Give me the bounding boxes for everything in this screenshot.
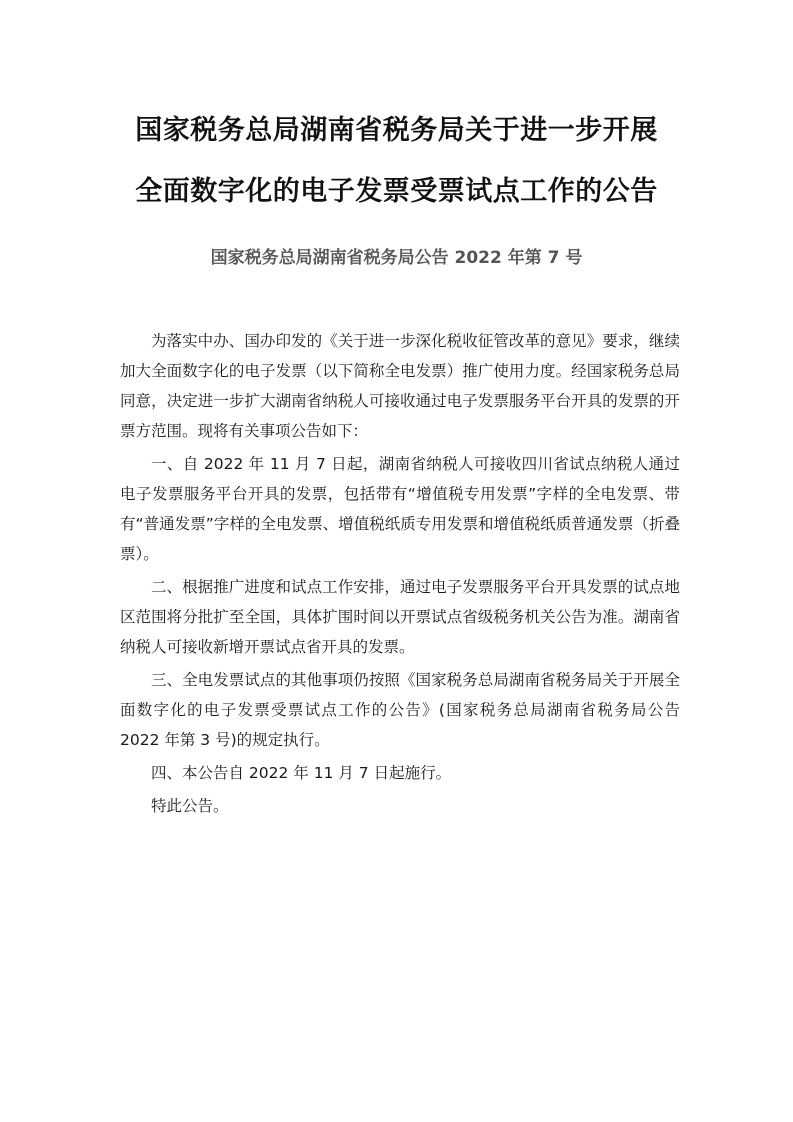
paragraph-item-2: 二、根据推广进度和试点工作安排，通过电子发票服务平台开具发票的试点地区范围将分批扩至全国，具体扩围时间以开票试点省级税务机关公告为准。湖南省纳税人可接收新增开票试点省开具的发票。 bbox=[120, 578, 680, 656]
paragraph-item-3: 三、全电发票试点的其他事项仍按照《国家税务总局湖南省税务局关于开展全面数字化的电子发票受票试点工作的公告》(国家税务总局湖南省税务局公告 2022 年第 3 号)的规定执行。 bbox=[120, 671, 680, 749]
document-title-line-2: 全面数字化的电子发票受票试点工作的公告 bbox=[135, 176, 658, 207]
document-number: 国家税务总局湖南省税务局公告 2022 年第 7 号 bbox=[210, 248, 583, 268]
document-body bbox=[120, 326, 680, 821]
document-title-line-1: 国家税务总局湖南省税务局关于进一步开展 bbox=[135, 115, 658, 146]
paragraph-item-4: 四、本公告自 2022 年 11 月 7 日起施行。 bbox=[151, 764, 452, 782]
paragraph-closing: 特此公告。 bbox=[151, 797, 229, 815]
paragraph-item-1: 一、自 2022 年 11 月 7 日起，湖南省纳税人可接收四川省试点纳税人通过电子发票服务平台开具的发票，包括带有“增值税专用发票”字样的全电发票、带有“普通发票”字样的全电发票、增值税纸质专用发票和增值税纸质普通发票（折叠票）。 bbox=[120, 455, 680, 563]
paragraph-intro: 为落实中办、国办印发的《关于进一步深化税收征管改革的意见》要求，继续加大全面数字化的电子发票（以下简称全电发票）推广使用力度。经国家税务总局同意，决定进一步扩大湖南省纳税人可接收通过电子发票服务平台开具的发票的开票方范围。现将有关事项公告如下： bbox=[120, 332, 680, 440]
